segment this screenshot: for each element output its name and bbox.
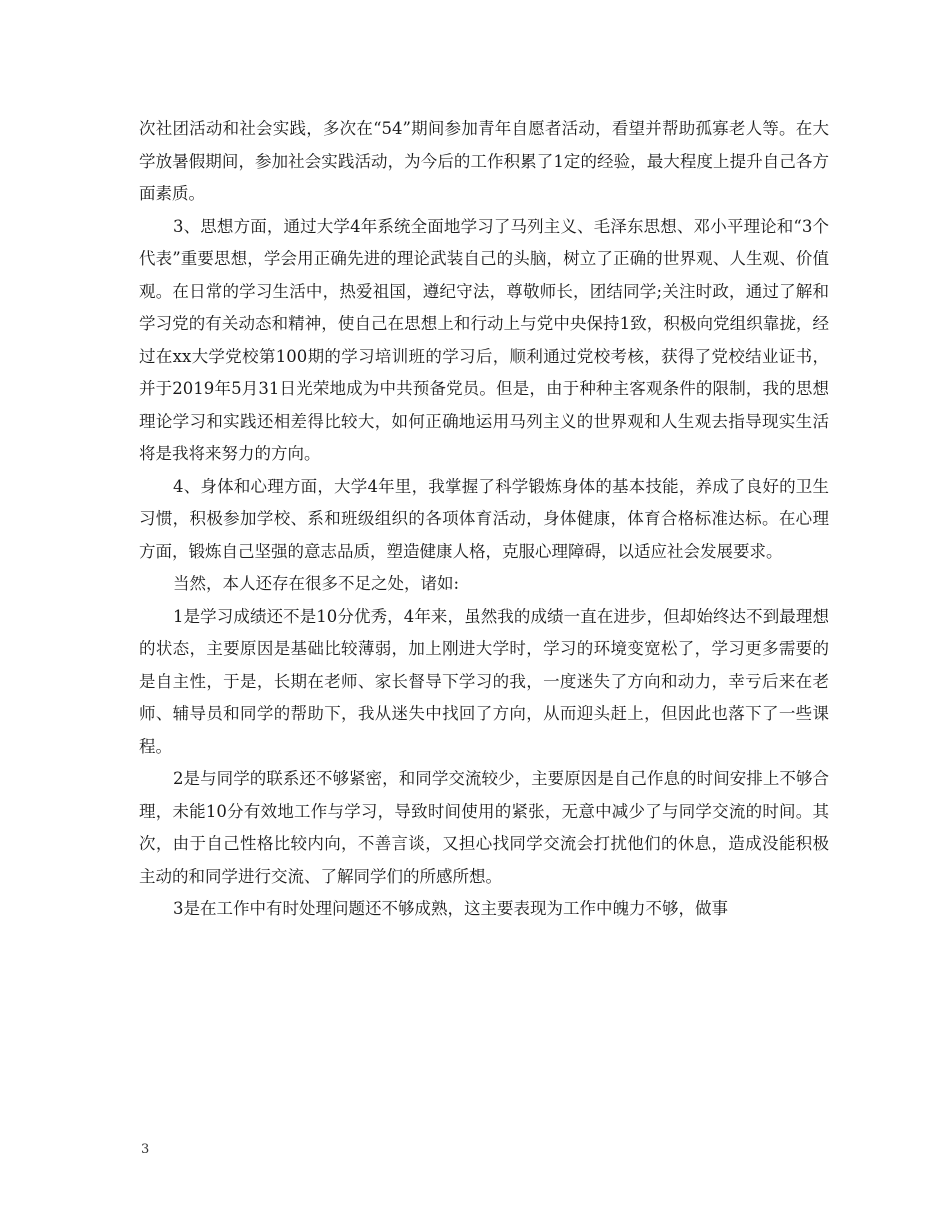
paragraph-6: 2是与同学的联系还不够紧密，和同学交流较少，主要原因是自己作息的时间安排上不够合理，未能10分有效地工作与学习，导致时间使用的紧张，无意中减少了与同学交流的时间。其次，由于自己性格比较内向，不善言谈，又担心找同学交流会打扰他们的休息，造成没能积极主动的和同学进行交流、了解同学们的所感所想。 bbox=[139, 769, 829, 886]
paragraph-1: 次社团活动和社会实践，多次在“54”期间参加青年自愿者活动，看望并帮助孤寡老人等。在大学放暑假期间，参加社会实践活动，为今后的工作积累了1定的经验，最大程度上提升自己各方面素质。 bbox=[139, 119, 829, 203]
paragraph-7: 3是在工作中有时处理问题还不够成熟，这主要表现为工作中魄力不够，做事 bbox=[173, 899, 728, 918]
paragraph-2: 3、思想方面，通过大学4年系统全面地学习了马列主义、毛泽东思想、邓小平理论和“3个代表”重要思想，学会用正确先进的理论武装自己的头脑，树立了正确的世界观、人生观、价值观。在日常的学习生活中，热爱祖国，遵纪守法，尊敬师长，团结同学;关注时政，通过了解和学习党的有关动态和精神，使自己在思想上和行动上与党中央保持1致，积极向党组织靠拢，经过在xx大学党校第100期的学习培训班的学习后，顺利通过党校考核，获得了党校结业证书，并于2019年5月31日光荣地成为中共预备党员。但是，由于种种主客观条件的限制，我的思想理论学习和实践还相差得比较大，如何正确地运用马列主义的世界观和人生观去指导现实生活将是我将来努力的方向。 bbox=[139, 216, 829, 463]
page-number: 3 bbox=[141, 1142, 150, 1157]
paragraph-3: 4、身体和心理方面，大学4年里，我掌握了科学锻炼身体的基本技能，养成了良好的卫生习惯，积极参加学校、系和班级组织的各项体育活动，身体健康，体育合格标准达标。在心理方面，锻炼自己坚强的意志品质，塑造健康人格，克服心理障碍，以适应社会发展要求。 bbox=[139, 476, 829, 561]
paragraph-5: 1是学习成绩还不是10分优秀，4年来，虽然我的成绩一直在进步，但却始终达不到最理想的状态，主要原因是基础比较薄弱，加上刚进大学时，学习的环境变宽松了，学习更多需要的是自主性，于是，长期在老师、家长督导下学习的我，一度迷失了方向和动力，幸亏后来在老师、辅导员和同学的帮助下，我从迷失中找回了方向，从而迎头赶上，但因此也落下了一些课程。 bbox=[139, 606, 829, 756]
paragraph-4: 当然，本人还存在很多不足之处，诸如: bbox=[173, 574, 460, 593]
document-body bbox=[139, 113, 829, 926]
